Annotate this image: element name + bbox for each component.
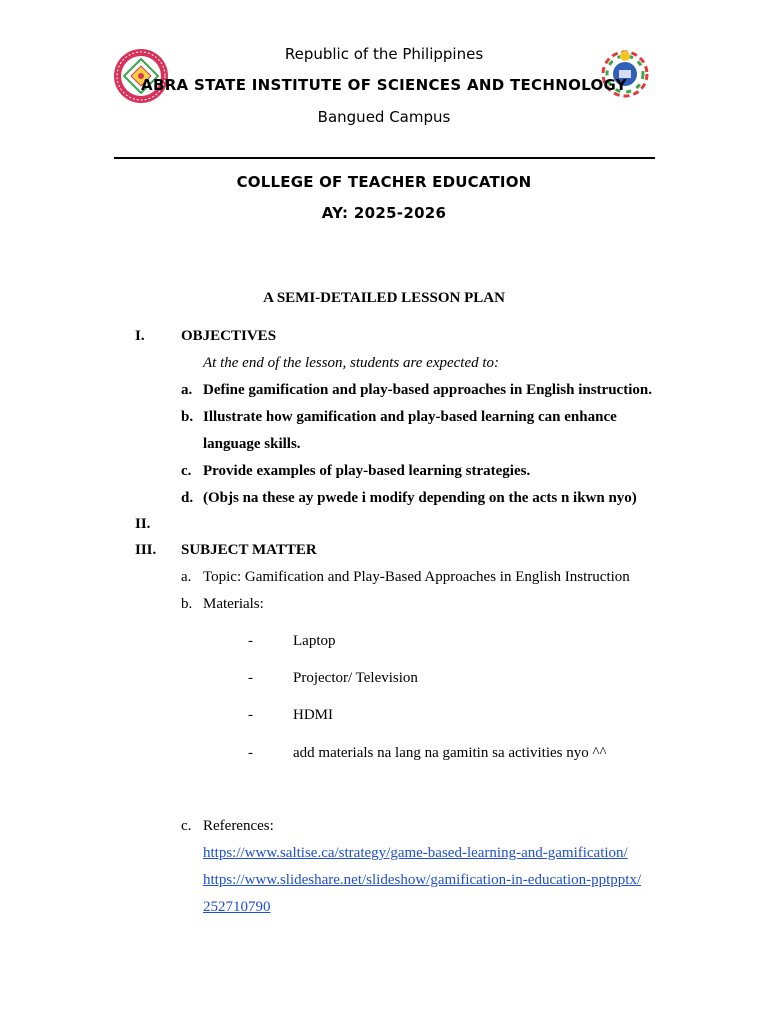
objective-item: (Objs na these ay pwede i modify depending on the acts n ikwn nyo) [203,490,637,506]
material-item: Laptop [293,633,336,649]
topic-text: Topic: Gamification and Play-Based Approaches in English Instruction [203,569,630,585]
reference-link-slideshare-continued[interactable]: 252710790 [203,899,271,915]
objective-item-continued: language skills. [203,436,301,452]
document-title: A SEMI-DETAILED LESSON PLAN [263,290,505,306]
references-marker: c. [181,818,192,834]
institute-name: ABRA STATE INSTITUTE OF SCIENCES AND TECHNOLOGY [141,76,627,94]
reference-link-saltise[interactable]: https://www.saltise.ca/strategy/game-based-learning-and-gamification/ [203,845,628,861]
material-dash: - [248,707,253,723]
objective-marker: c. [181,463,192,479]
objective-marker: a. [181,382,193,398]
objective-item: Define gamification and play-based approaches in English instruction. [203,382,652,398]
objective-marker: d. [181,490,194,506]
subject-matter-heading: SUBJECT MATTER [181,542,317,558]
section-numeral-objectives: I. [135,328,145,344]
material-dash: - [248,670,253,686]
reference-link-slideshare[interactable]: https://www.slideshare.net/slideshow/gamification-in-education-pptpptx/ [203,872,642,888]
campus-name: Bangued Campus [317,108,451,126]
academic-year: AY: 2025-2026 [321,204,447,222]
material-item: HDMI [293,707,333,723]
references-label: References: [203,818,274,834]
objectives-heading: OBJECTIVES [181,328,277,344]
objective-item: Illustrate how gamification and play-based learning can enhance [203,409,617,425]
materials-label: Materials: [203,596,264,612]
material-item: Projector/ Television [293,670,418,686]
topic-marker: a. [181,569,192,585]
college-name: COLLEGE OF TEACHER EDUCATION [236,173,532,191]
section-numeral-two: II. [135,516,151,532]
materials-marker: b. [181,596,193,612]
material-dash: - [248,633,253,649]
objectives-intro: At the end of the lesson, students are expected to: [203,355,500,371]
material-item: add materials na lang na gamitin sa activities nyo ^^ [293,745,607,761]
material-dash: - [248,745,253,761]
objective-marker: b. [181,409,194,425]
republic-line: Republic of the Philippines [284,45,484,63]
objective-item: Provide examples of play-based learning strategies. [203,463,531,479]
section-numeral-subject-matter: III. [135,542,157,558]
header-divider [114,157,655,159]
